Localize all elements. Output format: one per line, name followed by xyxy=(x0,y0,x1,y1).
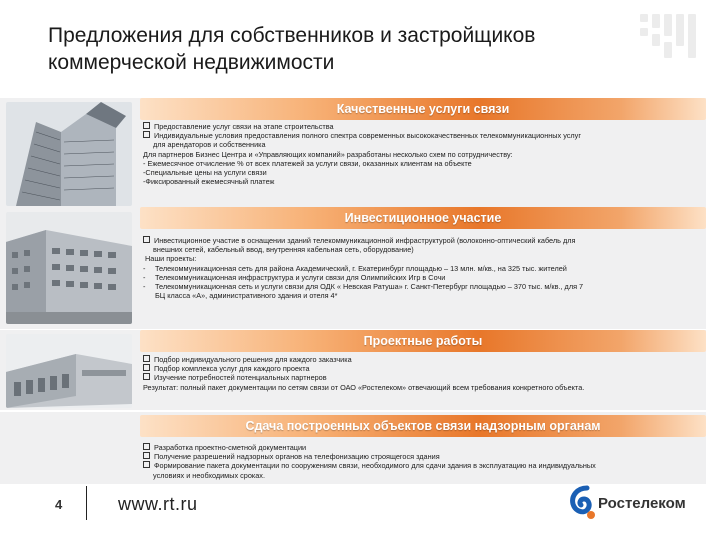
section-handover-text xyxy=(143,443,596,480)
list-item: Подбор индивидуального решения для каждого заказчика xyxy=(154,355,352,364)
section-quality-heading: Качественные услуги связи xyxy=(140,98,706,120)
title-line-1: Предложения для собственников и застройщиков xyxy=(48,24,536,47)
section-investment-text: Инвестиционное участие в оснащении зданий телекоммуникационной инфраструктурой (волоконно-оптический кабель для внешних сетей, кабельный ввод, внутренняя кабельная сеть, оборудование) Наши проекты: - Телекоммуникационная сеть для района Академический, г. Екатеринбург площадью – 13 млн. м/кв., на 325 тыс. жителей - Телекоммуникационная инфраструктура и услуги связи для Олимпийских Игр в Сочи - Телекоммуникационная сеть и услуги связи для ОДК « Невская Ратуша» г. Санкт-Петербург площадью – 370 тыс. м/кв., для 7 БЦ класса «А», административного здания и отеля 4* xyxy=(143,236,584,301)
page-number: 4 xyxy=(55,497,63,512)
checkbox-icon xyxy=(143,364,150,371)
footer-divider xyxy=(86,486,87,520)
list-item: -Фиксированный ежемесячный платеж xyxy=(143,177,275,187)
section-investment-heading: Инвестиционное участие xyxy=(140,207,706,229)
checkbox-icon xyxy=(143,131,150,138)
list-item: - Ежемесячное отчисление % от всех платежей за услуги связи, оказанных клиентам на объекте xyxy=(143,158,472,168)
title-line-2: коммерческой недвижимости xyxy=(48,51,335,74)
list-item: Результат: полный пакет документации по сетям связи от ОАО «Ростелеком» отвечающий всем требования конкретного объекта. xyxy=(143,382,585,392)
list-item: для арендаторов и собственника xyxy=(153,140,266,150)
section-quality-text xyxy=(143,122,581,186)
rostelecom-logo-icon xyxy=(565,484,601,524)
footer-url-link[interactable]: www.rt.ru xyxy=(118,494,198,514)
list-item: -Специальные цены на услуги связи xyxy=(143,168,267,178)
section-design-heading: Проектные работы xyxy=(140,330,706,352)
list-item: Наши проекты: xyxy=(145,254,197,264)
decorative-grid-icon xyxy=(640,14,702,72)
section-design-text xyxy=(143,355,584,392)
checkbox-icon xyxy=(143,443,150,450)
list-item: Индивидуальные условия предоставления полного спектра современных высококачественных телекоммуникационных услуг xyxy=(154,131,581,141)
checkbox-icon xyxy=(143,122,150,129)
list-item: Получение разрешений надзорных органов на телефонизацию строящегося здания xyxy=(154,452,440,462)
brand-name: Ростелеком xyxy=(598,495,686,512)
list-item: Предоставление услуг связи на этапе строительства xyxy=(154,122,334,131)
list-item: внешних сетей, кабельный ввод, внутренняя кабельная сеть, оборудование) xyxy=(153,245,414,255)
list-item: Для партнеров Бизнес Центра и «Управляющих компаний» разработаны несколько схем по сотрудничеству: xyxy=(143,149,513,159)
list-item: Изучение потребностей потенциальных партнеров xyxy=(154,373,327,383)
building-image-2 xyxy=(6,212,132,324)
building-image-3 xyxy=(6,334,132,408)
building-image-1 xyxy=(6,102,132,206)
list-item: БЦ класса «А», административного здания и отеля 4* xyxy=(155,291,338,301)
list-item: Подбор комплекса услуг для каждого проекта xyxy=(154,364,310,374)
section-handover-heading: Сдача построенных объектов связи надзорным органам xyxy=(140,415,706,437)
checkbox-icon xyxy=(143,461,150,468)
list-item: Телекоммуникационная сеть и услуги связи для ОДК « Невская Ратуша» г. Санкт-Петербург площадью – 370 тыс. м/кв., для 7 xyxy=(155,282,584,292)
list-item: Телекоммуникационная инфраструктура и услуги связи для Олимпийских Игр в Сочи xyxy=(155,272,446,282)
slide-title xyxy=(48,22,648,76)
list-item: Телекоммуникационная сеть для района Академический, г. Екатеринбург площадью – 13 млн. м/кв., на 325 тыс. жителей xyxy=(155,263,567,273)
list-item: Разработка проектно-сметной документации xyxy=(154,443,307,452)
list-item: Формирование пакета документации по сооружениям связи, необходимого для сдачи здания в эксплуатацию на индивидуальных xyxy=(154,461,596,471)
checkbox-icon xyxy=(143,452,150,459)
list-item: Инвестиционное участие в оснащении зданий телекоммуникационной инфраструктурой (волоконно-оптический кабель для xyxy=(154,236,576,245)
checkbox-icon xyxy=(143,236,150,243)
checkbox-icon xyxy=(143,355,150,362)
list-item: условиях и необходимых сроках. xyxy=(153,470,265,480)
checkbox-icon xyxy=(143,373,150,380)
